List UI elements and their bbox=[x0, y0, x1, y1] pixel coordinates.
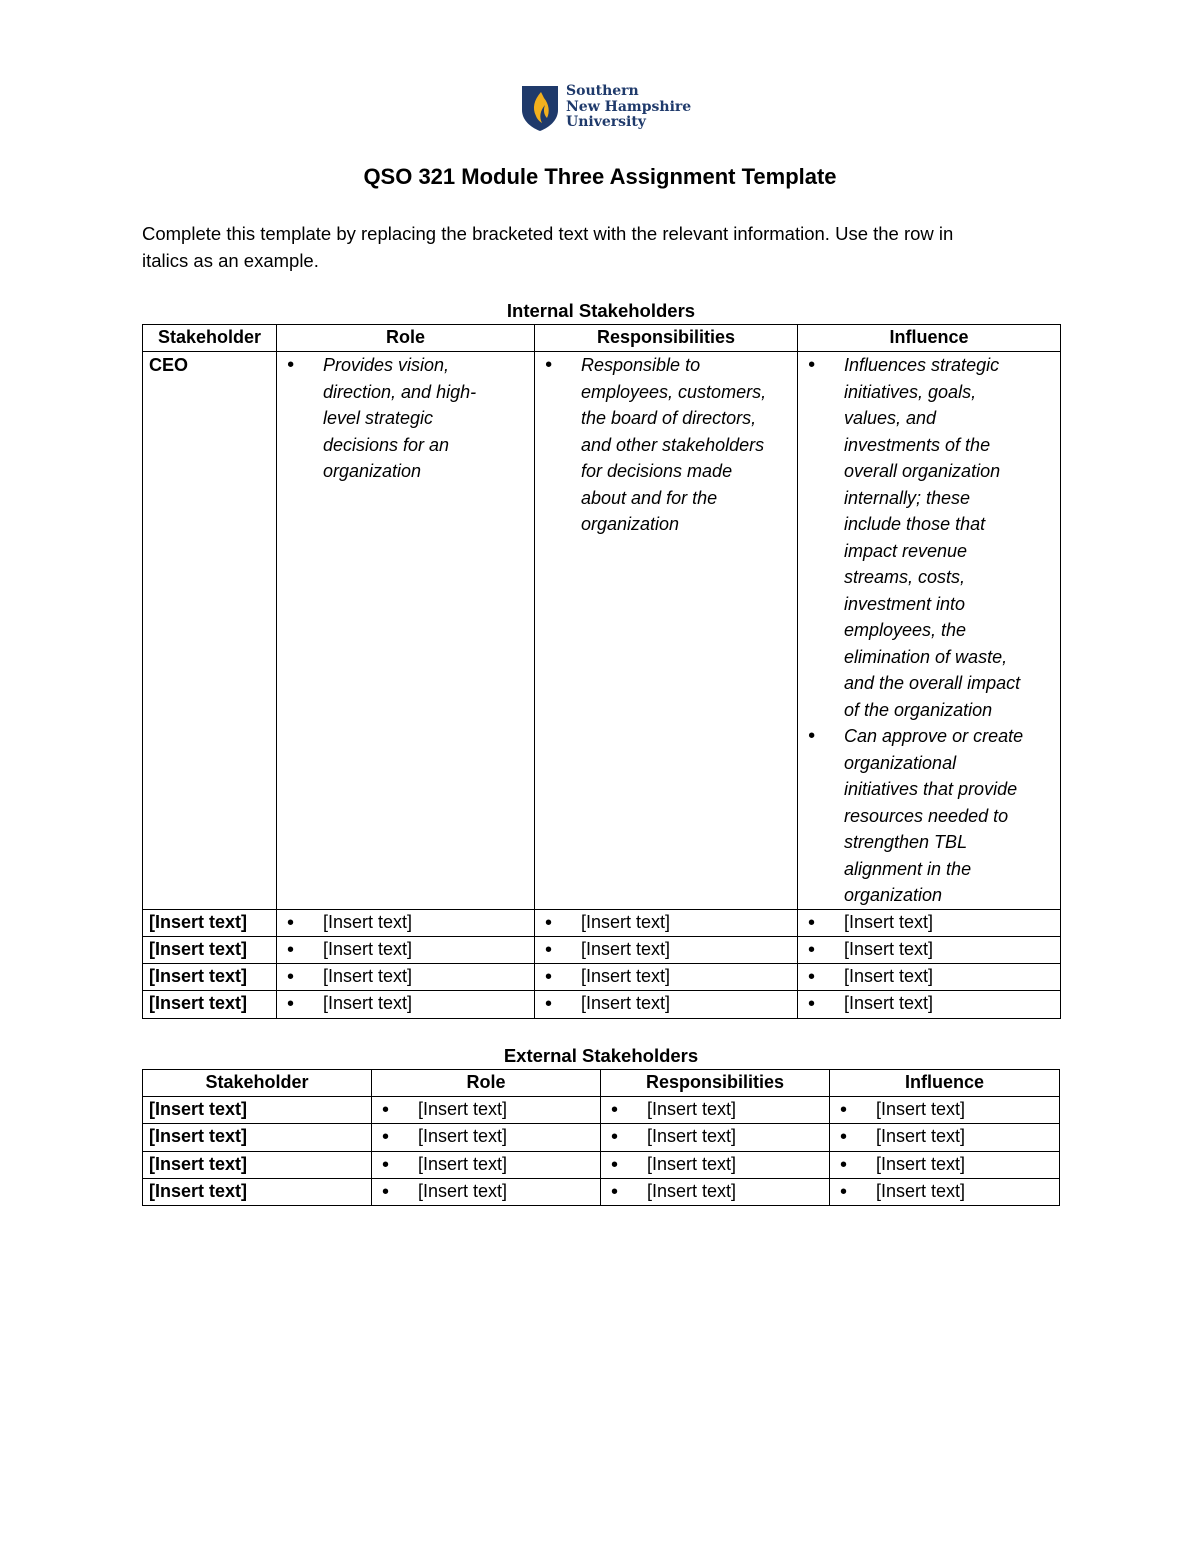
column-header-role: Role bbox=[372, 1070, 601, 1097]
instructions-line: italics as an example. bbox=[142, 250, 319, 271]
cell-text-line: the board of directors, bbox=[581, 408, 757, 428]
responsibilities-cell[interactable] bbox=[535, 964, 798, 991]
column-header-responsibilities: Responsibilities bbox=[601, 1070, 830, 1097]
column-header-stakeholder: Stakeholder bbox=[143, 1070, 372, 1097]
influence-cell[interactable] bbox=[798, 991, 1061, 1018]
cell-text-line: for decisions made bbox=[581, 461, 733, 481]
role-cell[interactable] bbox=[277, 936, 535, 963]
bullet-item: • [Insert text] bbox=[607, 1124, 823, 1149]
cell-text-line: initiatives that provide bbox=[844, 779, 1018, 799]
column-header-role: Role bbox=[277, 325, 535, 352]
responsibilities-cell[interactable] bbox=[535, 991, 798, 1018]
table-row bbox=[143, 1124, 1060, 1151]
cell-text-line: employees, the bbox=[844, 620, 967, 640]
cell-text-line: organizational bbox=[844, 752, 957, 773]
column-header-influence: Influence bbox=[798, 325, 1061, 352]
bullet-item: • [Insert text] bbox=[804, 991, 1054, 1016]
cell-text-line: • Provides vision, bbox=[323, 355, 450, 375]
responsibilities-cell[interactable] bbox=[601, 1124, 830, 1151]
influence-cell[interactable] bbox=[830, 1151, 1060, 1178]
logo-line: Southern bbox=[566, 83, 639, 99]
cell-text-line: organization bbox=[581, 514, 680, 534]
bullet-item: • [Insert text] bbox=[378, 1152, 594, 1177]
bullet-item: • [Insert text] bbox=[283, 991, 528, 1016]
cell-text-line: of the organization bbox=[844, 699, 993, 720]
bullet-item: • [Insert text] bbox=[283, 910, 528, 935]
cell-text-line: elimination of waste, bbox=[844, 646, 1008, 667]
example-responsibilities-cell[interactable] bbox=[535, 352, 798, 910]
influence-cell[interactable] bbox=[830, 1178, 1060, 1205]
bullet-item: • [Insert text] bbox=[836, 1124, 1053, 1149]
table-row bbox=[143, 1178, 1060, 1205]
role-cell[interactable] bbox=[277, 964, 535, 991]
responsibilities-cell[interactable] bbox=[601, 1178, 830, 1205]
bullet-item: • [Insert text] bbox=[804, 937, 1054, 962]
cell-text-line: direction, and high- bbox=[323, 381, 477, 402]
instructions bbox=[142, 220, 1042, 274]
table-row bbox=[143, 1151, 1060, 1178]
bullet-item: • [Insert text] bbox=[541, 910, 791, 935]
cell-text-line: decisions for an bbox=[323, 434, 450, 455]
role-cell[interactable] bbox=[277, 991, 535, 1018]
stakeholder-cell[interactable]: [Insert text] bbox=[143, 1151, 372, 1178]
bullet-item: • [Insert text] bbox=[541, 991, 791, 1016]
bullet-item: • [Insert text] bbox=[607, 1097, 823, 1122]
bullet-item: • [Insert text] bbox=[541, 937, 791, 962]
cell-text-line: investments of the bbox=[844, 434, 991, 455]
bullet-item: • [Insert text] bbox=[804, 964, 1054, 989]
bullet-item: • [Insert text] bbox=[541, 964, 791, 989]
cell-text-line: initiatives, goals, bbox=[844, 381, 977, 402]
cell-text-line: values, and bbox=[844, 408, 937, 428]
responsibilities-cell[interactable] bbox=[601, 1151, 830, 1178]
column-header-responsibilities: Responsibilities bbox=[535, 325, 798, 352]
influence-cell[interactable] bbox=[830, 1097, 1060, 1124]
column-header-influence: Influence bbox=[830, 1070, 1060, 1097]
bullet-item bbox=[283, 352, 528, 485]
cell-text-line: organization bbox=[844, 885, 943, 905]
bullet-item: • [Insert text] bbox=[378, 1124, 594, 1149]
cell-text-line: overall organization bbox=[844, 461, 1001, 481]
influence-cell[interactable] bbox=[798, 936, 1061, 963]
cell-text-line: • Can approve or create bbox=[844, 726, 1024, 746]
table-header-row bbox=[143, 1070, 1060, 1097]
cell-text-line: resources needed to bbox=[844, 805, 1009, 826]
stakeholder-cell[interactable]: [Insert text] bbox=[143, 991, 277, 1018]
stakeholder-cell[interactable]: [Insert text] bbox=[143, 1124, 372, 1151]
role-cell[interactable] bbox=[372, 1097, 601, 1124]
external-table-caption: External Stakeholders bbox=[503, 1045, 699, 1066]
cell-text-line: strengthen TBL bbox=[844, 832, 968, 852]
cell-text-line: • Influences strategic bbox=[844, 355, 1000, 375]
bullet-item: • [Insert text] bbox=[607, 1152, 823, 1177]
example-influence-cell[interactable] bbox=[798, 352, 1061, 910]
bullet-item bbox=[804, 352, 1054, 723]
cell-text-line: organization bbox=[323, 461, 422, 481]
cell-text-line: level strategic bbox=[323, 408, 434, 428]
bullet-item: • [Insert text] bbox=[804, 910, 1054, 935]
cell-text-line: employees, customers, bbox=[581, 381, 767, 402]
stakeholder-cell[interactable]: [Insert text] bbox=[143, 1097, 372, 1124]
stakeholder-cell[interactable]: [Insert text] bbox=[143, 1178, 372, 1205]
cell-text-line: alignment in the bbox=[844, 858, 972, 879]
influence-cell[interactable] bbox=[798, 909, 1061, 936]
responsibilities-cell[interactable] bbox=[535, 909, 798, 936]
role-cell[interactable] bbox=[372, 1151, 601, 1178]
responsibilities-cell[interactable] bbox=[535, 936, 798, 963]
cell-text-line: investment into bbox=[844, 593, 966, 614]
example-role-cell[interactable] bbox=[277, 352, 535, 910]
table-row bbox=[143, 1097, 1060, 1124]
stakeholder-cell[interactable]: [Insert text] bbox=[143, 964, 277, 991]
role-cell[interactable] bbox=[372, 1124, 601, 1151]
table-row bbox=[143, 936, 1061, 963]
cell-text-line: internally; these bbox=[844, 487, 971, 508]
table-row bbox=[143, 964, 1061, 991]
responsibilities-cell[interactable] bbox=[601, 1097, 830, 1124]
bullet-item bbox=[804, 723, 1054, 909]
table-row bbox=[143, 909, 1061, 936]
logo-line: University bbox=[566, 114, 646, 130]
logo-wordmark bbox=[566, 84, 691, 131]
bullet-item: • [Insert text] bbox=[378, 1179, 594, 1204]
shield-flame-icon bbox=[520, 84, 560, 132]
example-row bbox=[143, 352, 1061, 910]
stakeholder-cell[interactable]: [Insert text] bbox=[143, 936, 277, 963]
bullet-item: • [Insert text] bbox=[607, 1179, 823, 1204]
table-header-row bbox=[143, 325, 1061, 352]
cell-text-line: and other stakeholders bbox=[581, 434, 765, 455]
example-stakeholder-cell[interactable]: CEO bbox=[143, 352, 277, 910]
cell-text-line: impact revenue bbox=[844, 540, 968, 561]
table-row bbox=[143, 991, 1061, 1018]
document-title: QSO 321 Module Three Assignment Template bbox=[363, 164, 837, 189]
column-header-stakeholder: Stakeholder bbox=[143, 325, 277, 352]
influence-cell[interactable] bbox=[798, 964, 1061, 991]
internal-stakeholders-table bbox=[142, 324, 1061, 1019]
internal-table-caption: Internal Stakeholders bbox=[506, 300, 696, 321]
cell-text-line: streams, costs, bbox=[844, 567, 966, 587]
stakeholder-cell[interactable]: [Insert text] bbox=[143, 909, 277, 936]
snhu-logo bbox=[520, 84, 690, 134]
cell-text-line: include those that bbox=[844, 514, 986, 534]
bullet-item: • [Insert text] bbox=[283, 964, 528, 989]
logo-line: New Hampshire bbox=[566, 98, 692, 115]
bullet-item bbox=[541, 352, 791, 538]
bullet-item: • [Insert text] bbox=[836, 1097, 1053, 1122]
bullet-item: • [Insert text] bbox=[378, 1097, 594, 1122]
bullet-item: • [Insert text] bbox=[836, 1179, 1053, 1204]
bullet-item: • [Insert text] bbox=[283, 937, 528, 962]
cell-text-line: and the overall impact bbox=[844, 673, 1021, 693]
bullet-item: • [Insert text] bbox=[836, 1152, 1053, 1177]
cell-text-line: about and for the bbox=[581, 487, 718, 508]
cell-text-line: • Responsible to bbox=[581, 355, 701, 375]
external-stakeholders-table bbox=[142, 1069, 1060, 1206]
role-cell[interactable] bbox=[372, 1178, 601, 1205]
instructions-line: Complete this template by replacing the bracketed text with the relevant information. Use the row in bbox=[142, 223, 954, 244]
role-cell[interactable] bbox=[277, 909, 535, 936]
influence-cell[interactable] bbox=[830, 1124, 1060, 1151]
